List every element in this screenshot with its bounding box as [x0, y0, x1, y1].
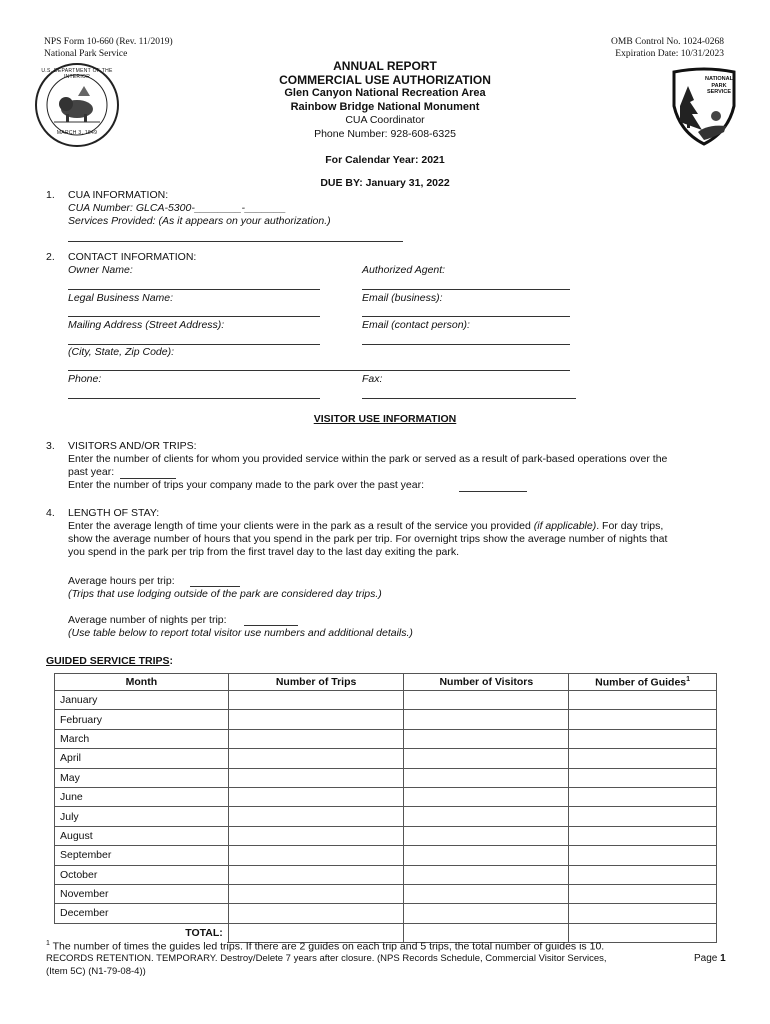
services-provided-field[interactable] — [68, 241, 403, 242]
visitors-cell[interactable] — [404, 884, 569, 903]
seal-text-bottom: MARCH 3, 1849 — [56, 130, 98, 136]
col-header-month: Month — [55, 674, 229, 691]
table-row — [55, 865, 717, 884]
arrowhead-text-3: SERVICE — [706, 89, 732, 95]
section-4-number: 4. — [46, 507, 55, 519]
table-row — [55, 710, 717, 729]
email-business-label: Email (business): — [362, 292, 443, 304]
fax-field[interactable] — [362, 398, 576, 399]
guides-cell[interactable] — [569, 710, 717, 729]
month-cell: June — [55, 787, 229, 806]
visitor-use-heading: VISITOR USE INFORMATION — [313, 413, 457, 425]
form-header-right — [611, 36, 724, 60]
fax-label: Fax: — [362, 373, 383, 385]
owner-name-label: Owner Name: — [68, 264, 133, 276]
visitors-cell[interactable] — [404, 846, 569, 865]
visitors-cell[interactable] — [404, 691, 569, 710]
calendar-year: For Calendar Year: 2021 — [325, 154, 445, 166]
authorized-agent-field[interactable] — [362, 289, 570, 290]
guided-service-heading — [46, 655, 173, 667]
legal-business-name-label: Legal Business Name: — [68, 292, 174, 304]
city-state-zip-label: (City, State, Zip Code): — [68, 346, 175, 358]
email-business-field[interactable] — [362, 316, 570, 317]
section-4-line-3: you spend in the park per trip from the first travel day to the last day exiting the park. — [68, 546, 460, 558]
section-3-line-1: Enter the number of clients for whom you provided service within the park or served as a result of park-based operations over the — [68, 453, 668, 465]
form-number: NPS Form 10-660 (Rev. 11/2019) — [44, 37, 173, 47]
arrowhead-text-1: NATIONAL — [704, 76, 733, 82]
park-name: Glen Canyon National Recreation Area — [284, 87, 486, 99]
expiration-date: Expiration Date: 10/31/2023 — [615, 49, 724, 59]
table-header-row — [55, 674, 717, 691]
section-4-line-2: show the average number of hours that you spend in the park per trip. For overnight trips show the average number of nights that — [68, 533, 668, 545]
average-nights-note: (Use table below to report total visitor use numbers and additional details.) — [68, 627, 413, 639]
trips-cell[interactable] — [228, 826, 404, 845]
cua-number-field[interactable]: CUA Number: GLCA-5300-________-_______ — [68, 202, 286, 214]
trips-cell[interactable] — [228, 846, 404, 865]
table-row — [55, 884, 717, 903]
section-4-heading: LENGTH OF STAY: — [68, 507, 160, 519]
report-subtitle: COMMERCIAL USE AUTHORIZATION — [279, 72, 491, 87]
month-cell: April — [55, 749, 229, 768]
trips-cell[interactable] — [228, 710, 404, 729]
average-hours-field[interactable] — [190, 586, 240, 587]
section-1-heading: CUA INFORMATION: — [68, 189, 169, 201]
guides-cell[interactable] — [569, 768, 717, 787]
average-nights-label: Average number of nights per trip: — [68, 614, 227, 626]
guides-cell[interactable] — [569, 904, 717, 923]
page-number — [694, 953, 726, 964]
trips-cell[interactable] — [228, 691, 404, 710]
month-cell: November — [55, 884, 229, 903]
average-nights-field[interactable] — [244, 625, 298, 626]
trips-cell[interactable] — [228, 884, 404, 903]
guides-cell[interactable] — [569, 691, 717, 710]
month-cell: September — [55, 846, 229, 865]
month-cell: July — [55, 807, 229, 826]
visitors-cell[interactable] — [404, 787, 569, 806]
guides-cell[interactable] — [569, 884, 717, 903]
authorized-agent-label: Authorized Agent: — [362, 264, 446, 276]
col-header-guides-text: Number of Guides — [595, 676, 687, 689]
average-hours-label: Average hours per trip: — [68, 575, 175, 587]
average-hours-note: (Trips that use lodging outside of the park are considered day trips.) — [68, 588, 382, 600]
due-date: DUE BY: January 31, 2022 — [320, 177, 450, 189]
legal-business-name-field[interactable] — [68, 316, 320, 317]
services-provided-label: Services Provided: (As it appears on your authorization.) — [68, 215, 331, 227]
visitors-cell[interactable] — [404, 749, 569, 768]
month-cell: February — [55, 710, 229, 729]
guides-cell[interactable] — [569, 807, 717, 826]
month-cell: May — [55, 768, 229, 787]
seal-text-top: U.S. DEPARTMENT OF THE INTERIOR — [41, 68, 113, 80]
section-4-line-1a: Enter the average length of time your clients were in the park as a result of the service you provided — [68, 520, 534, 532]
section-4-line-1c: . For day trips, — [596, 520, 664, 532]
visitors-cell[interactable] — [404, 768, 569, 787]
section-3-heading: VISITORS AND/OR TRIPS: — [68, 440, 197, 452]
email-contact-field[interactable] — [362, 344, 570, 345]
trips-cell[interactable] — [228, 904, 404, 923]
visitors-cell[interactable] — [404, 826, 569, 845]
section-3-line-2: past year: — [68, 466, 115, 478]
footnote-marker: 1 — [46, 940, 50, 947]
guides-cell[interactable] — [569, 787, 717, 806]
col-header-visitors: Number of Visitors — [404, 674, 569, 691]
guides-cell[interactable] — [569, 749, 717, 768]
visitors-cell[interactable] — [404, 904, 569, 923]
month-cell: March — [55, 729, 229, 748]
total-label: TOTAL: — [55, 923, 229, 942]
owner-name-field[interactable] — [68, 289, 320, 290]
section-2-heading: CONTACT INFORMATION: — [68, 251, 197, 263]
records-retention-line-1: RECORDS RETENTION. TEMPORARY. Destroy/Delete 7 years after closure. (NPS Records Schedule, Commercial Visitor Services, — [46, 953, 607, 964]
title-block — [0, 60, 770, 141]
table-row — [55, 729, 717, 748]
section-2-number: 2. — [46, 251, 55, 263]
table-row — [55, 807, 717, 826]
month-cell: August — [55, 826, 229, 845]
table-row — [55, 749, 717, 768]
month-cell: January — [55, 691, 229, 710]
trips-cell[interactable] — [228, 865, 404, 884]
guides-cell[interactable] — [569, 729, 717, 748]
guides-cell[interactable] — [569, 846, 717, 865]
report-title: ANNUAL REPORT — [333, 59, 437, 73]
coordinator-label: CUA Coordinator — [345, 114, 425, 126]
guides-cell[interactable] — [569, 826, 717, 845]
visitors-cell[interactable] — [404, 865, 569, 884]
arrowhead-text-2: PARK — [711, 82, 727, 89]
visitors-cell[interactable] — [404, 710, 569, 729]
email-contact-label: Email (contact person): — [362, 319, 470, 331]
section-4-line-1b: (if applicable) — [533, 520, 597, 532]
table-row — [55, 691, 717, 710]
footnote — [46, 940, 604, 953]
records-retention-line-2: (Item 5C) (N1-79-08-4)) — [46, 966, 146, 977]
agency-name: National Park Service — [44, 49, 128, 59]
visitors-cell[interactable] — [404, 807, 569, 826]
monument-name: Rainbow Bridge National Monument — [290, 100, 480, 113]
guides-footnote-ref: 1 — [686, 675, 691, 683]
trips-cell[interactable] — [228, 807, 404, 826]
section-4-line-1 — [68, 520, 738, 532]
month-cell: December — [55, 904, 229, 923]
page-number-value: 1 — [720, 953, 726, 964]
table-row — [55, 768, 717, 787]
table-row — [55, 846, 717, 865]
section-1-number: 1. — [46, 189, 55, 201]
coordinator-phone: Phone Number: 928-608-6325 — [314, 127, 456, 140]
trips-cell[interactable] — [228, 787, 404, 806]
city-state-zip-field[interactable] — [68, 370, 570, 371]
omb-control-number: OMB Control No. 1024-0268 — [611, 37, 724, 47]
trips-cell[interactable] — [228, 749, 404, 768]
footnote-text: The number of times the guides led trips. If there are 2 guides on each trip and 5 trips, the total number of guides is 10. — [49, 940, 605, 953]
col-header-trips: Number of Trips — [228, 674, 404, 691]
guided-service-heading-colon: : — [169, 655, 173, 667]
trips-cell[interactable] — [228, 768, 404, 787]
table-row — [55, 904, 717, 923]
guided-service-heading-text: GUIDED SERVICE TRIPS — [46, 655, 170, 667]
page-label: Page — [694, 953, 721, 964]
trips-cell[interactable] — [228, 729, 404, 748]
section-3-line-3: Enter the number of trips your company made to the park over the past year: — [68, 479, 425, 491]
trips-count-field[interactable] — [459, 491, 527, 492]
col-header-guides — [569, 674, 717, 691]
phone-field[interactable] — [68, 398, 320, 399]
month-cell: October — [55, 865, 229, 884]
phone-label: Phone: — [68, 373, 102, 385]
guides-cell[interactable] — [569, 865, 717, 884]
guided-trips-table — [54, 673, 717, 943]
mailing-address-label: Mailing Address (Street Address): — [68, 319, 225, 331]
section-3-number: 3. — [46, 440, 55, 452]
table-row — [55, 787, 717, 806]
mailing-address-field[interactable] — [68, 344, 320, 345]
form-header-left — [44, 36, 173, 60]
visitors-cell[interactable] — [404, 729, 569, 748]
table-row — [55, 826, 717, 845]
